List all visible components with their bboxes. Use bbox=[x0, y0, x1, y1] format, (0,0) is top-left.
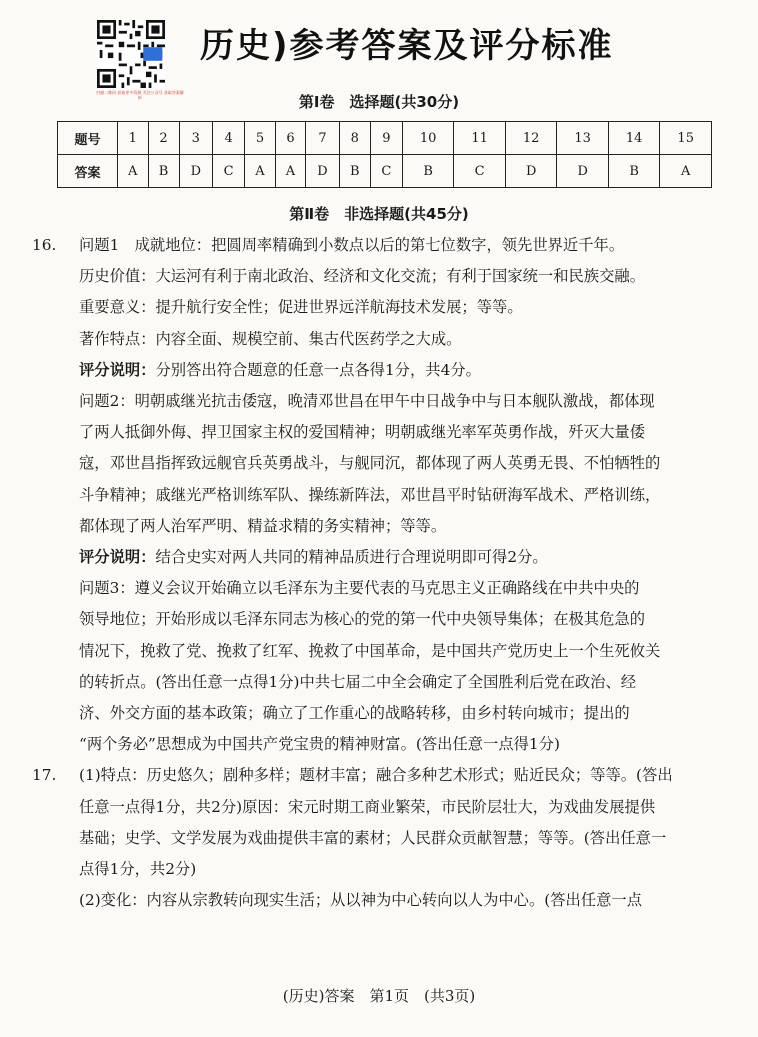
answer-line: 重要意义：提升航行安全性；促进世界远洋航海技术发展；等等。 bbox=[79, 298, 523, 317]
answer-line: 问题1 成就地位：把圆周率精确到小数点以后的第七位数字，领先世界近千年。 bbox=[79, 236, 625, 254]
answer-line: 领导地位；开始形成以毛泽东同志为核心的党的第一代中央领导集体；在极其危急的 bbox=[79, 610, 645, 629]
answer-line: 济、外交方面的基本政策；确立了工作重心的战略转移，由乡村转向城市；提出的 bbox=[79, 704, 630, 723]
page-title: 历史)参考答案及评分标准 bbox=[200, 26, 614, 66]
answer-line: 问题2：明朝戚继光抗击倭寇，晚清邓世昌在甲午中日战争中与日本舰队激战，都体现 bbox=[79, 392, 655, 411]
question-number: 6 bbox=[275, 122, 306, 155]
question-number: 14 bbox=[608, 122, 660, 155]
answer-table bbox=[57, 121, 712, 188]
answer-cell: A bbox=[118, 155, 149, 188]
answer-line: 著作特点：内容全面、规模空前、集古代医药学之大成。 bbox=[79, 329, 462, 348]
answer-line: 情况下，挽救了党、挽救了红军、挽救了中国革命，是中国共产党历史上一个生死攸关 bbox=[79, 641, 661, 660]
question-number: 13 bbox=[557, 122, 609, 155]
question-number-16: 16. bbox=[32, 236, 57, 254]
answer-line: “两个务必”思想成为中国共产党宝贵的精神财富。(答出任意一点得1分) bbox=[79, 735, 560, 754]
answer-line: (2)变化：内容从宗教转向现实生活；从以神为中心转向以人为中心。(答出任意一点 bbox=[79, 891, 643, 910]
answer-cell: A bbox=[275, 155, 306, 188]
answer-cell: B bbox=[608, 155, 660, 188]
question-number: 7 bbox=[306, 122, 340, 155]
question-number: 10 bbox=[402, 122, 454, 155]
question-number: 12 bbox=[505, 122, 557, 155]
question-16 bbox=[32, 230, 722, 760]
answer-cell: D bbox=[557, 155, 609, 188]
answer-cell: B bbox=[148, 155, 179, 188]
answer-content bbox=[32, 230, 722, 916]
answer-line: 的转折点。(答出任意一点得1分)中共七届二中全会确定了全国胜利后党在政治、经 bbox=[79, 672, 637, 691]
answer-line: 任意一点得1分，共2分)原因：宋元时期工商业繁荣，市民阶层壮大，为戏曲发展提供 bbox=[79, 797, 656, 816]
row-label-numbers: 题号 bbox=[58, 122, 118, 155]
scoring-note-text: 结合史实对两人共同的精神品质进行合理说明即可得2分。 bbox=[155, 548, 548, 567]
scoring-note-label: 评分说明： bbox=[79, 360, 156, 379]
question-number: 3 bbox=[179, 122, 213, 155]
question-number: 11 bbox=[454, 122, 506, 155]
answer-table-answers-row bbox=[58, 155, 712, 188]
answer-line: 都体现了两人治军严明、精益求精的务实精神；等等。 bbox=[79, 516, 447, 535]
answer-line: 点得1分，共2分) bbox=[79, 860, 197, 879]
answer-cell: D bbox=[306, 155, 340, 188]
question-number-17: 17. bbox=[32, 766, 57, 785]
answer-line: 寇，邓世昌指挥致远舰官兵英勇战斗，与舰同沉，都体现了两人英勇无畏、不怕牺牲的 bbox=[79, 454, 661, 473]
page-footer: (历史)答案 第1页 (共3页) bbox=[282, 987, 476, 1005]
answer-cell: D bbox=[505, 155, 557, 188]
answer-line: 斗争精神；戚继光严格训练军队、操练新阵法，邓世昌平时钻研海军战术、严格训练， bbox=[79, 485, 661, 504]
answer-line: 了两人抵御外侮、捍卫国家主权的爱国精神；明朝戚继光率军英勇作战，歼灭大量倭 bbox=[79, 423, 645, 442]
answer-cell: A bbox=[660, 155, 712, 188]
scoring-note bbox=[32, 542, 722, 573]
answer-line: (1)特点：历史悠久；剧种多样；题材丰富；融合多种艺术形式；贴近民众；等等。(答出 bbox=[79, 766, 673, 785]
answer-line: 历史价值：大运河有利于南北政治、经济和文化交流；有利于国家统一和民族交融。 bbox=[79, 267, 645, 286]
answer-line: 问题3：遵义会议开始确立以毛泽东为主要代表的马克思主义正确路线在中共中央的 bbox=[79, 579, 640, 598]
answer-cell: C bbox=[213, 155, 245, 188]
question-17 bbox=[32, 760, 722, 916]
section-one-title: 第Ⅰ卷 选择题(共30分) bbox=[298, 93, 460, 111]
answer-line: 基础；史学、文学发展为戏曲提供丰富的素材；人民群众贡献智慧；等等。(答出任意一 bbox=[79, 828, 667, 847]
answer-cell: C bbox=[370, 155, 402, 188]
answer-cell: C bbox=[454, 155, 506, 188]
question-number: 1 bbox=[118, 122, 149, 155]
qr-code-image bbox=[97, 20, 165, 88]
answer-table-numbers-row bbox=[58, 122, 712, 155]
scoring-note bbox=[32, 355, 722, 386]
scoring-note-label: 评分说明： bbox=[79, 548, 156, 567]
question-number: 15 bbox=[660, 122, 712, 155]
question-number: 4 bbox=[213, 122, 245, 155]
scoring-note-text: 分别答出符合题意的任意一点各得1分，共4分。 bbox=[155, 360, 481, 379]
answer-cell: B bbox=[339, 155, 370, 188]
question-number: 9 bbox=[370, 122, 402, 155]
row-label-answers: 答案 bbox=[58, 155, 118, 188]
section-two-title: 第Ⅱ卷 非选择题(共45分) bbox=[289, 205, 469, 223]
answer-cell: A bbox=[245, 155, 276, 188]
question-number: 8 bbox=[339, 122, 370, 155]
question-number: 5 bbox=[245, 122, 276, 155]
qr-caption: 扫描二维码 获取更多资源 关注公众号 获取答案解析 bbox=[96, 90, 184, 100]
question-number: 2 bbox=[148, 122, 179, 155]
answer-cell: D bbox=[179, 155, 213, 188]
answer-cell: B bbox=[402, 155, 454, 188]
